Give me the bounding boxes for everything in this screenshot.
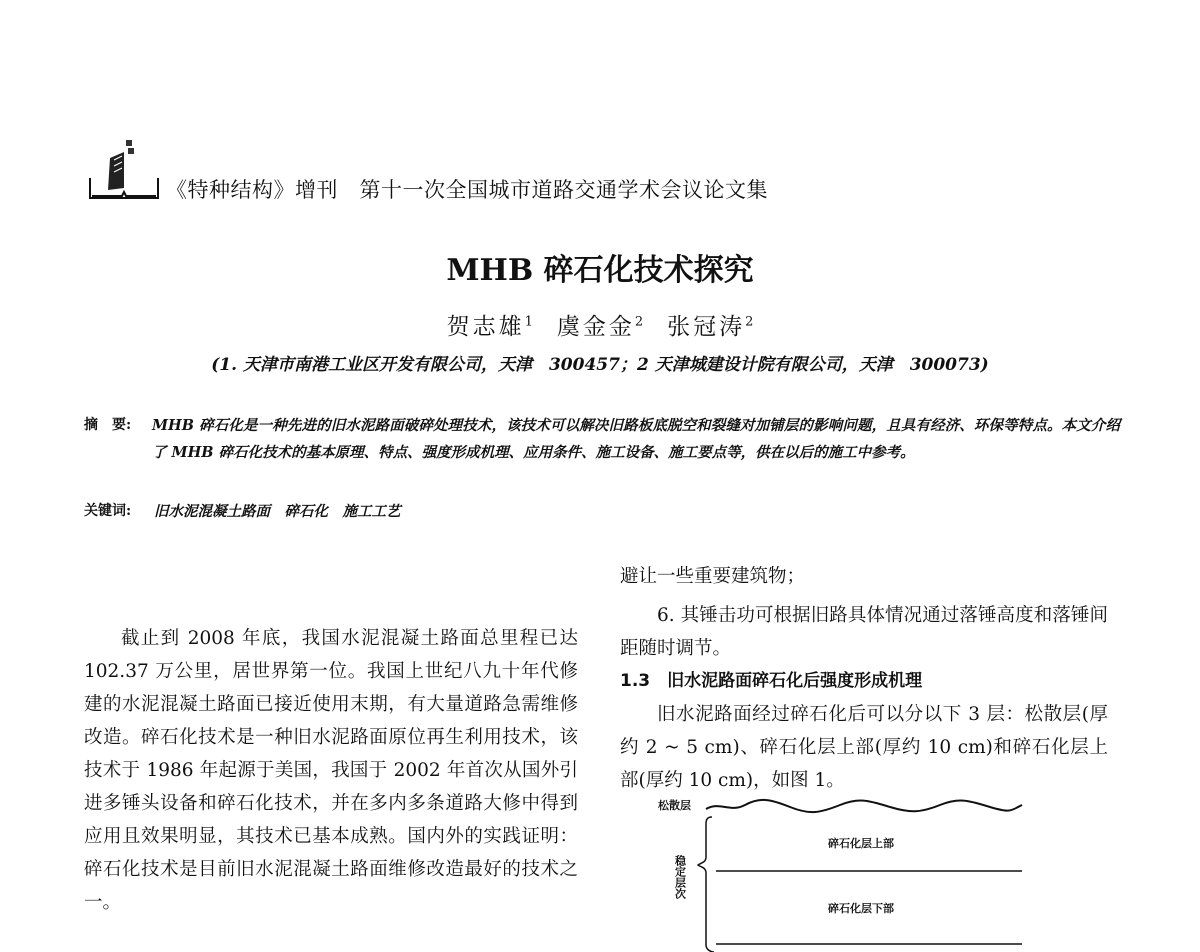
journal-logo-icon	[88, 138, 160, 200]
abstract-label: 摘 要:	[84, 417, 132, 433]
left-column	[84, 622, 578, 919]
author-list	[0, 308, 1200, 341]
layer-brace	[698, 817, 714, 952]
list-item-6: 6. 其锤击功可根据旧路具体情况通过落锤高度和落锤间距随时调节。	[620, 605, 1108, 659]
loose-layer-label: 松散层	[658, 799, 691, 812]
mechanism-paragraph: 旧水泥路面经过碎石化后可以分以下 3 层：松散层(厚约 2 ~ 5 cm)、碎石化层上部(厚约 10 cm)和碎石化层上部(厚约 10 cm)，如图 1。	[620, 704, 1108, 791]
right-column	[620, 560, 1108, 797]
abstract-text: MHB 碎石化是一种先进的旧水泥路面破碎处理技术，该技术可以解决旧路板底脱空和裂缝对加铺层的影响问题，且具有经济、环保等特点。本文介绍了 MHB 碎石化技术的基本原理、特点、强度形成机理、应用条件、施工设备、施工要点等，供在以后的施工中参考。	[152, 417, 1120, 461]
paper-title: MHB 碎石化技术探究	[446, 253, 754, 288]
keywords-text: 旧水泥混凝土路面 碎石化 施工工艺	[154, 503, 401, 520]
journal-header: 《特种结构》增刊 第十一次全国城市道路交通学术会议论文集	[166, 178, 768, 202]
author-affil-mark: 1	[524, 314, 533, 330]
author-name: 张冠涛	[667, 314, 746, 340]
keywords-label: 关键词:	[84, 503, 132, 519]
section-heading: 1.3 旧水泥路面碎石化后强度形成机理	[620, 671, 923, 691]
upper-layer-label: 碎石化层上部	[828, 837, 894, 850]
stable-layer-label: 稳定层次	[673, 855, 687, 899]
author-name: 贺志雄	[446, 314, 525, 340]
loose-layer-surface	[706, 800, 1022, 812]
layer-figure	[650, 795, 1040, 952]
list-continuation: 避让一些重要建筑物；	[620, 566, 806, 587]
author-name: 虞金金	[556, 314, 635, 340]
author-affil-mark: 2	[634, 314, 644, 330]
intro-paragraph: 截止到 2008 年底，我国水泥混凝土路面总里程已达 102.37 万公里，居世界第一位。我国上世纪八九十年代修建的水泥混凝土路面已接近使用末期，有大量道路急需维修改造。碎石化技术是一种旧水泥路面原位再生利用技术，该技术于 1986 年起源于美国，我国于 2002 年首次从国外引进多锤头设备和碎石化技术，并在多内多条道路大修中得到应用且效果明显，其技术已基本成熟。国内外的实践证明：碎石化技术是目前旧水泥混凝土路面维修改造最好的技术之一。	[84, 628, 578, 913]
affiliation: (1. 天津市南港工业区开发有限公司，天津 300457；2 天津城建设计院有限公司，天津 300073)	[211, 355, 989, 375]
lower-layer-label: 碎石化层下部	[828, 902, 894, 915]
author-affil-mark: 2	[745, 314, 754, 330]
